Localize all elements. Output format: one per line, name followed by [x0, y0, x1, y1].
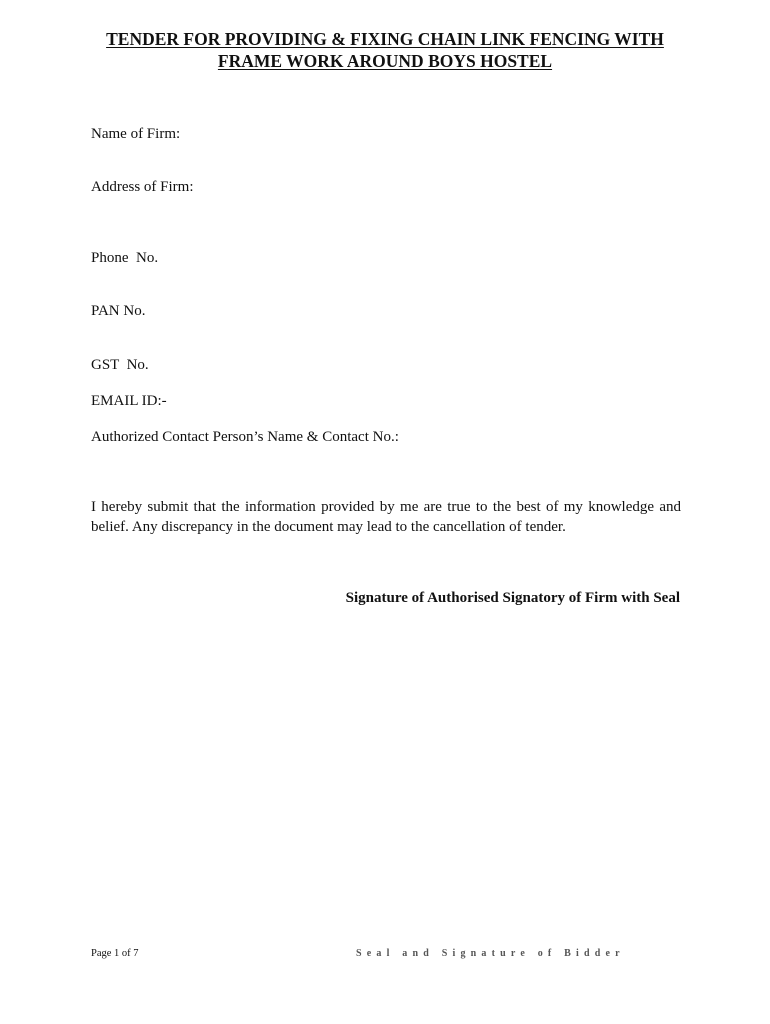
field-firm-address: Address of Firm: [91, 179, 194, 195]
document-title [60, 28, 710, 72]
declaration-paragraph: I hereby submit that the information provided by me are true to the best of my knowledge and belief. Any discrepancy in the document may lead to the cancellation of tender. [91, 499, 681, 535]
field-gst: GST No. [91, 357, 149, 373]
field-firm-name: Name of Firm: [91, 126, 181, 142]
field-phone: Phone No. [91, 250, 159, 266]
field-contact-person: Authorized Contact Person’s Name & Contact No.: [91, 429, 399, 445]
signature-label: Signature of Authorised Signatory of Firm with Seal [345, 590, 680, 606]
title-line-1: TENDER FOR PROVIDING & FIXING CHAIN LINK FENCING WITH [106, 29, 664, 49]
footer-seal-text: Seal and Signature of Bidder [356, 948, 625, 959]
page-number: Page 1 of 7 [91, 948, 139, 959]
title-line-2: FRAME WORK AROUND BOYS HOSTEL [217, 51, 553, 71]
field-email: EMAIL ID:- [91, 393, 167, 409]
field-pan: PAN No. [91, 303, 146, 319]
